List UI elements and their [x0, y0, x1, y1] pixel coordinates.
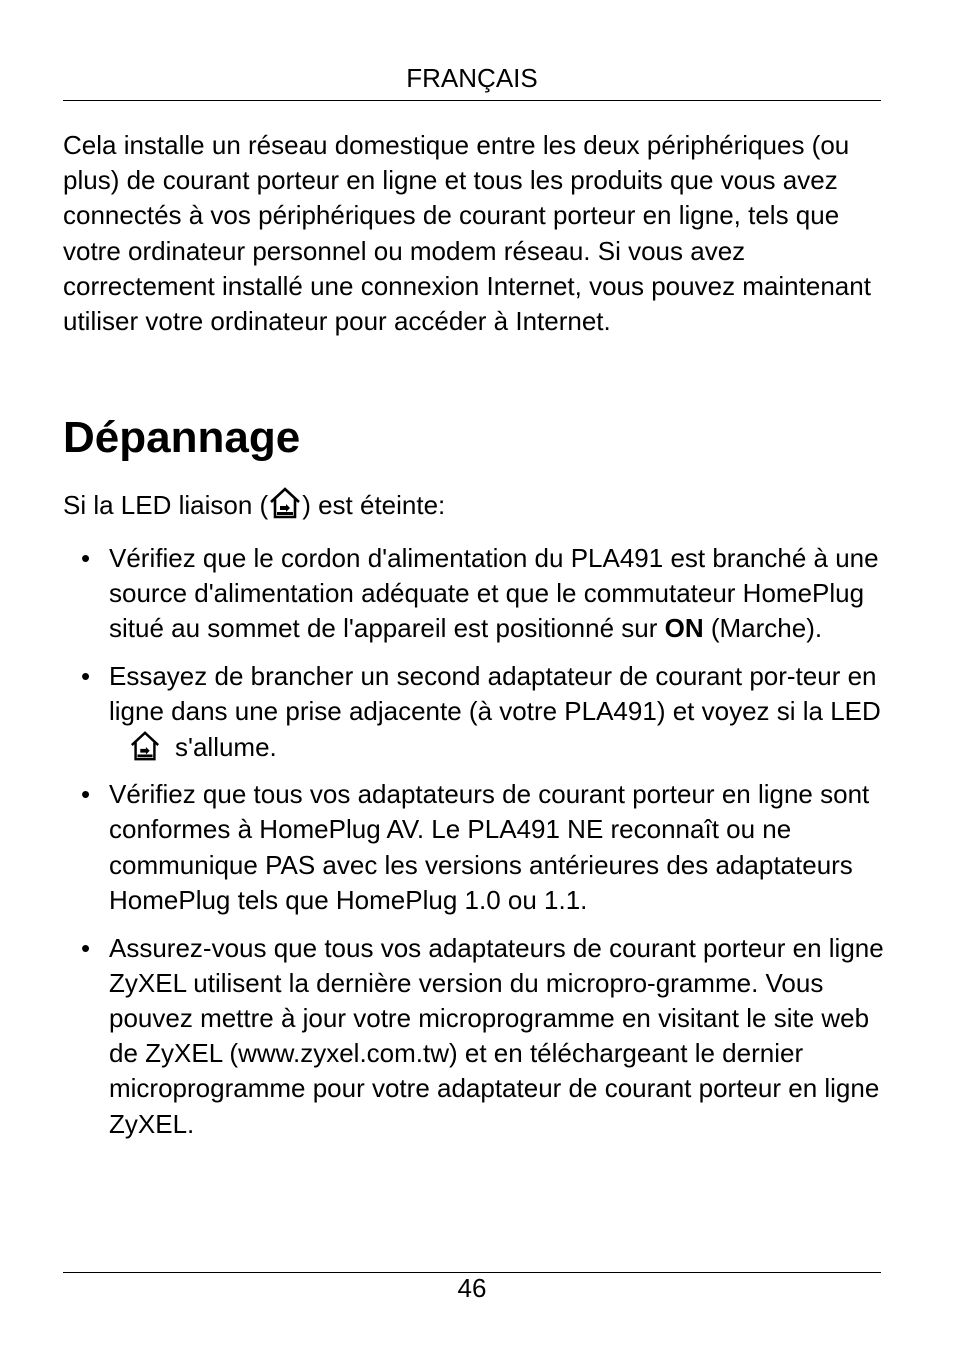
bullet-glyph: •	[81, 932, 91, 963]
homeplug-link-led-icon	[268, 486, 302, 520]
intro-paragraph: Cela installe un réseau domestique entre les deux périphériques (ou plus) de courant porteur en ligne et tous les produits que vous avez connectés à vos périphériques de courant porteur en ligne, tels que votre ordinateur personnel ou modem réseau. Si vous avez correctement installé une connexion Internet, vous pouvez maintenant utiliser votre ordinateur pour accéder à Internet.	[63, 130, 871, 337]
bullet-text: Assurez-vous que tous vos adaptateurs de courant porteur en ligne ZyXEL utilisent la dernière version du micropro-gramme. Vous pouvez mettre à jour votre microprogramme en visitant le site web de ZyXEL (www.zyxel.com.tw) et en téléchargeant le dernier microprogramme pour votre adaptateur de courant porteur en ligne ZyXEL.	[109, 932, 884, 1139]
troubleshooting-lead	[63, 486, 445, 523]
page-number: 46	[457, 1273, 487, 1303]
bullet-text-after: s'allume.	[175, 731, 277, 762]
bullet-glyph: •	[81, 779, 91, 810]
bullet-text: Essayez de brancher un second adaptateur de courant por-teur en ligne dans une prise adjacente (à votre PLA491) et voyez si la LED	[109, 661, 881, 727]
list-item	[63, 659, 893, 765]
header-rule	[63, 100, 881, 101]
troubleshooting-list	[63, 541, 893, 1154]
lead-text-before: Si la LED liaison (	[63, 490, 269, 520]
bullet-emphasis: ON	[664, 613, 704, 644]
list-item	[63, 541, 893, 647]
section-header-label: FRANÇAIS	[406, 63, 538, 93]
list-item	[63, 777, 893, 918]
bullet-glyph: •	[81, 543, 91, 573]
lead-text-after: ) est éteinte:	[302, 490, 446, 520]
list-item	[63, 931, 893, 1142]
bullet-glyph: •	[81, 661, 91, 692]
section-title: Dépannage	[63, 413, 301, 462]
bullet-text-after: (Marche).	[703, 613, 823, 644]
homeplug-link-led-icon	[129, 730, 161, 762]
bullet-text: Vérifiez que le cordon d'alimentation du PLA491 est branché à une source d'alimentation adéquate et que le commutateur HomePlug situé au sommet de l'appareil est positionné sur	[109, 543, 879, 644]
bullet-text: Vérifiez que tous vos adaptateurs de courant porteur en ligne sont conformes à HomePlug AV. Le PLA491 NE reconnaît ou ne communique PAS avec les versions antérieures des adaptateurs HomePlug tels que HomePlug 1.0 ou 1.1.	[109, 779, 870, 915]
